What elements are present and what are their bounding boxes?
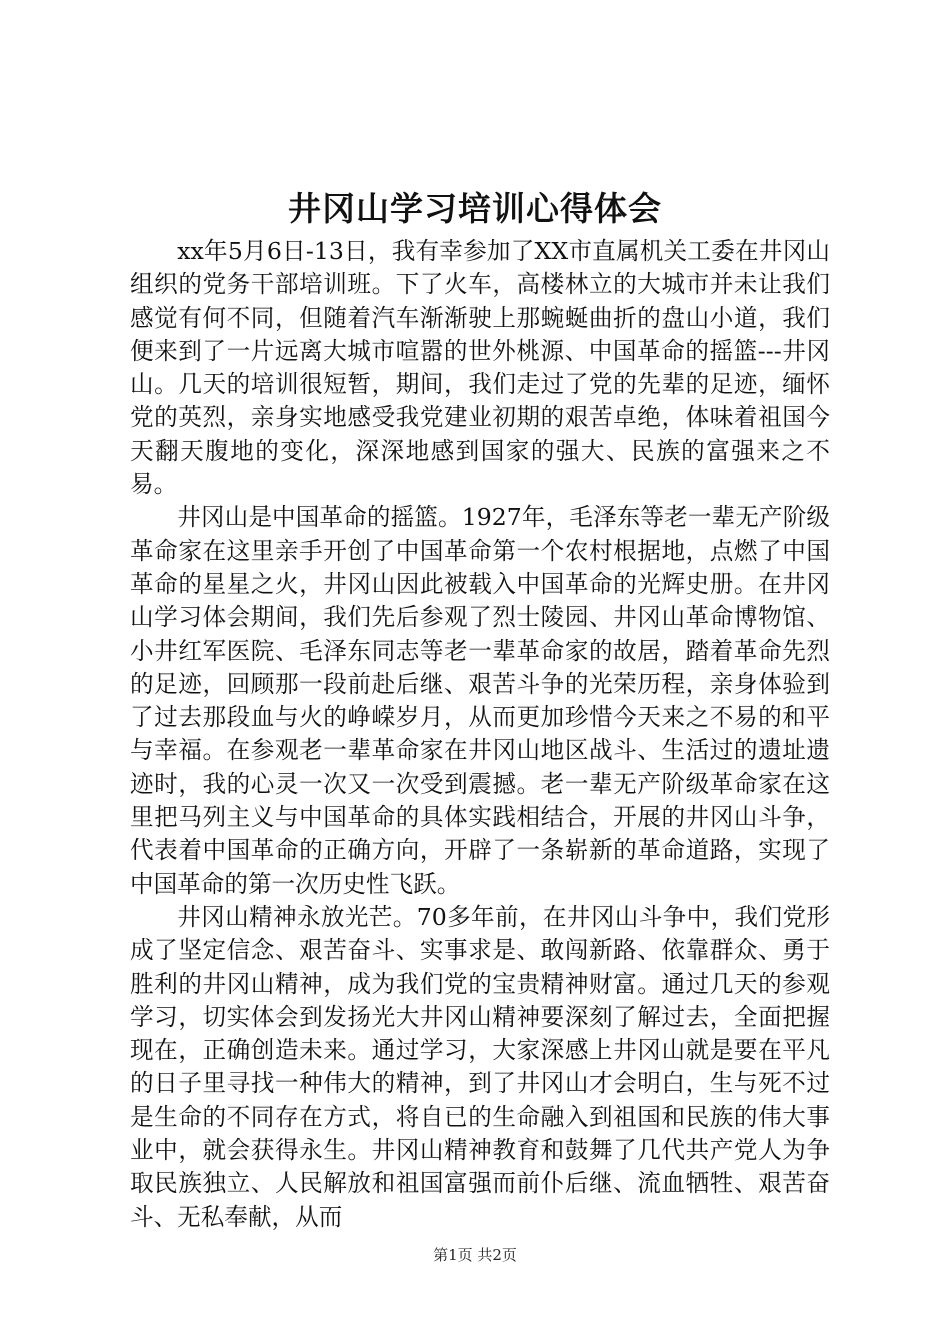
paragraph-2: 井冈山是中国革命的摇篮。1927年，毛泽东等老一辈无产阶级革命家在这里亲手开创了中国革命第一个农村根据地，点燃了中国革命的星星之火，井冈山因此被载入中国革命的光辉史册。在井冈山学习体会期间，我们先后参观了烈士陵园、井冈山革命博物馆、小井红军医院、毛泽东同志等老一辈革命家的故居，踏着革命先烈的足迹，回顾那一段前赴后继、艰苦斗争的光荣历程，亲身体验到了过去那段血与火的峥嵘岁月，从而更加珍惜今天来之不易的和平与幸福。在参观老一辈革命家在井冈山地区战斗、生活过的遗址遗迹时，我的心灵一次又一次受到震撼。老一辈无产阶级革命家在这里把马列主义与中国革命的具体实践相结合，开展的井冈山斗争，代表着中国革命的正确方向，开辟了一条崭新的革命道路，实现了中国革命的第一次历史性飞跃。	[130, 503, 830, 898]
document-title: 井冈山学习培训心得体会	[288, 189, 662, 228]
page-footer: 第1页 共2页	[433, 1246, 517, 1264]
document-body	[130, 235, 830, 1234]
paragraph-1: xx年5月6日-13日，我有幸参加了XX市直属机关工委在井冈山组织的党务干部培训班。下了火车，高楼林立的大城市并未让我们感觉有何不同，但随着汽车渐渐驶上那蜿蜒曲折的盘山小道，我们便来到了一片远离大城市喧嚣的世外桃源、中国革命的摇篮---井冈山。几天的培训很短暂，期间，我们走过了党的先辈的足迹，缅怀党的英烈，亲身实地感受我党建业初期的艰苦卓绝，体味着祖国今天翻天腹地的变化，深深地感到国家的强大、民族的富强来之不易。	[130, 237, 830, 499]
paragraph-3: 井冈山精神永放光芒。70多年前，在井冈山斗争中，我们党形成了坚定信念、艰苦奋斗、实事求是、敢闯新路、依靠群众、勇于胜利的井冈山精神，成为我们党的宝贵精神财富。通过几天的参观学习，切实体会到发扬光大井冈山精神要深刻了解过去，全面把握现在，正确创造未来。通过学习，大家深感上井冈山就是要在平凡的日子里寻找一种伟大的精神，到了井冈山才会明白，生与死不过是生命的不同存在方式，将自已的生命融入到祖国和民族的伟大事业中，就会获得永生。井冈山精神教育和鼓舞了几代共产党人为争取民族独立、人民解放和祖国富强而前仆后继、流血牺牲、艰苦奋斗、无私奉献，从而	[130, 902, 830, 1231]
